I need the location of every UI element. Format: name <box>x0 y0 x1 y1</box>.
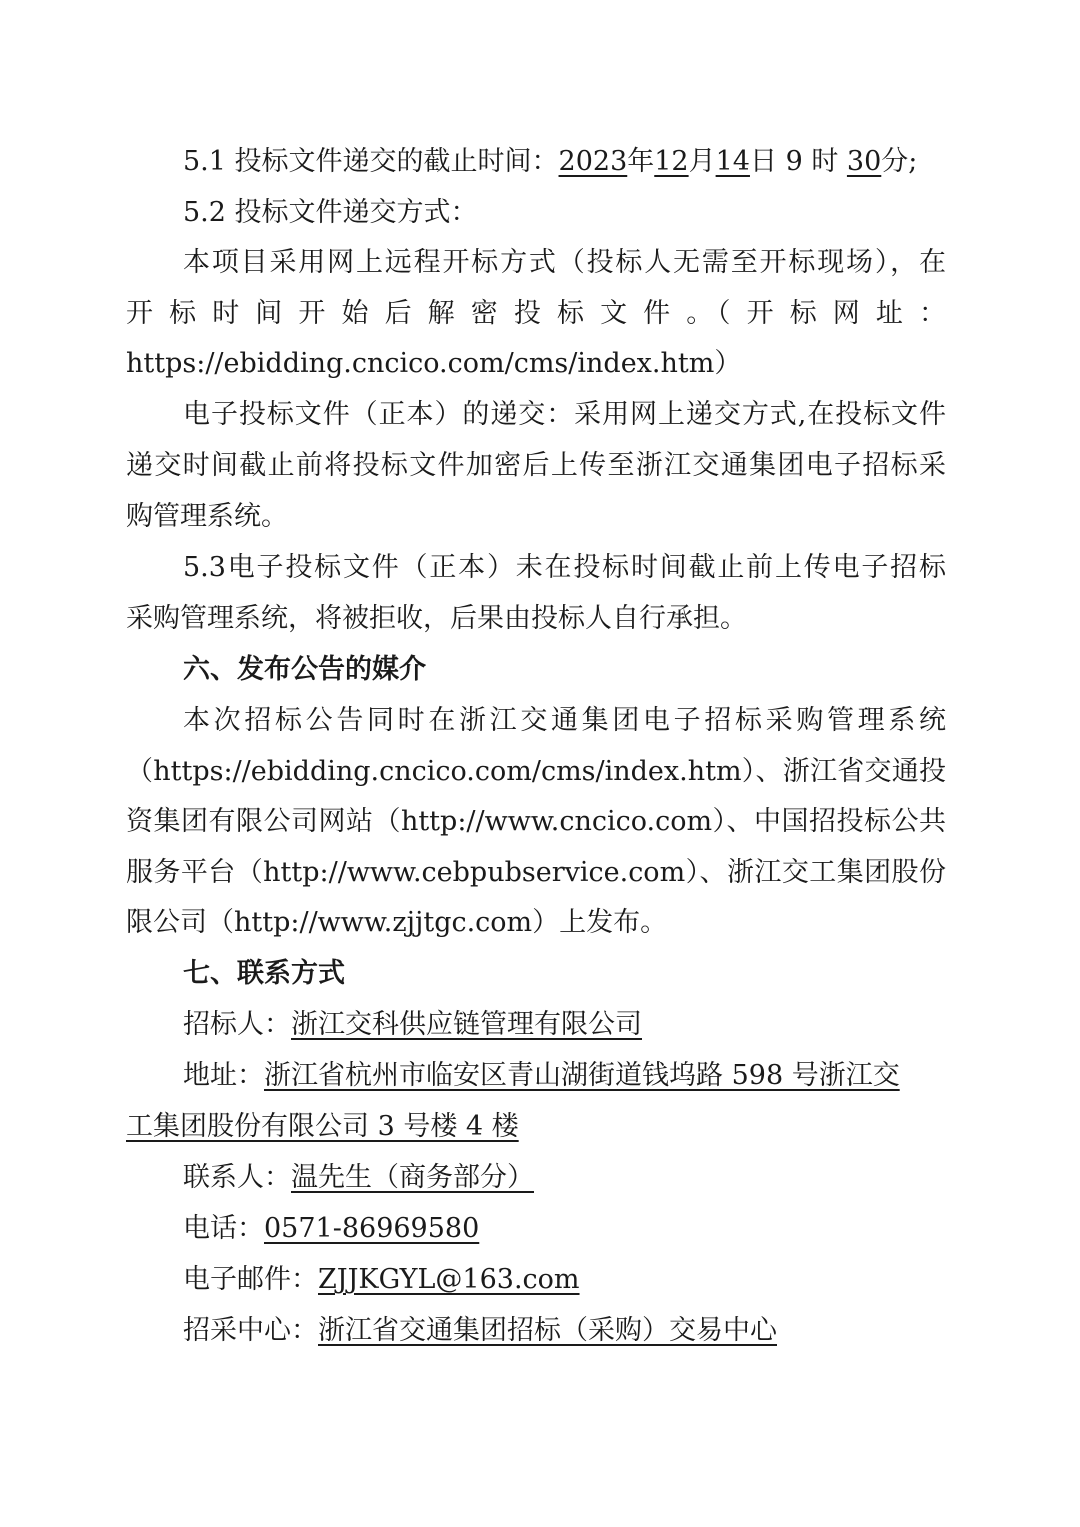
address-value: 浙江省杭州市临安区青山湖街道钱坞路 598 号浙江交 <box>264 1060 900 1091</box>
deadline-year-unit: 年 <box>627 146 655 177</box>
center-value: 浙江省交通集团招标（采购）交易中心 <box>318 1315 777 1346</box>
phone-line <box>183 1212 946 1246</box>
procurement-center-line <box>183 1314 946 1348</box>
paragraph-line: 资集团有限公司网站（http://www.cncico.com）、中国招投标公共 <box>126 806 946 837</box>
paragraph-line: 5.3电子投标文件（正本）未在投标时间截止前上传电子招标 <box>183 552 946 583</box>
deadline-hour: 9 时 <box>785 146 839 177</box>
paragraph-line: 购管理系统。 <box>126 501 288 532</box>
deadline-day-unit: 日 <box>749 146 777 177</box>
center-label: 招采中心： <box>183 1315 318 1346</box>
phone-value: 0571-86969580 <box>264 1213 480 1244</box>
deadline-minute-unit: 分; <box>881 146 918 177</box>
contact-person-line <box>183 1161 946 1195</box>
paragraph-line: 服务平台（http://www.cebpubservice.com）、浙江交工集团股份 <box>126 857 946 888</box>
paragraph-line: 限公司（http://www.zjjtgc.com）上发布。 <box>126 907 668 938</box>
contact-value: 温先生（商务部分） <box>291 1162 534 1193</box>
address-line <box>183 1059 946 1093</box>
deadline-line <box>183 145 946 179</box>
section-heading-contact: 七、联系方式 <box>183 958 345 989</box>
deadline-month: 12 <box>654 146 689 177</box>
phone-label: 电话： <box>183 1213 264 1244</box>
email-line <box>183 1263 946 1297</box>
section-heading-media: 六、发布公告的媒介 <box>183 654 426 685</box>
paragraph-line: 开 标 时 间 开 始 后 解 密 投 标 文 件 。（ 开 标 网 址 ： <box>126 298 946 329</box>
deadline-year: 2023 <box>558 146 628 177</box>
tenderer-line <box>183 1008 946 1042</box>
paragraph-line: （https://ebidding.cncico.com/cms/index.htm）、浙江省交通投 <box>126 756 946 787</box>
submission-method-title: 5.2 投标文件递交方式： <box>183 197 478 228</box>
deadline-label: 5.1 投标文件递交的截止时间： <box>183 146 559 177</box>
tenderer-value: 浙江交科供应链管理有限公司 <box>291 1009 642 1040</box>
address-value-continued: 工集团股份有限公司 3 号楼 4 楼 <box>126 1111 519 1142</box>
tenderer-label: 招标人： <box>183 1009 291 1040</box>
paragraph-line: https://ebidding.cncico.com/cms/index.htm） <box>126 348 742 379</box>
paragraph-line: 本次招标公告同时在浙江交通集团电子招标采购管理系统 <box>183 705 946 736</box>
paragraph-line: 电子投标文件（正本）的递交：采用网上递交方式,在投标文件 <box>183 399 946 430</box>
email-label: 电子邮件： <box>183 1264 318 1295</box>
contact-label: 联系人： <box>183 1162 291 1193</box>
address-line-2 <box>126 1110 946 1144</box>
address-label: 地址： <box>183 1060 264 1091</box>
paragraph-line: 采购管理系统，将被拒收，后果由投标人自行承担。 <box>126 603 747 634</box>
deadline-day: 14 <box>715 146 750 177</box>
deadline-minute: 30 <box>846 146 882 177</box>
paragraph-line: 本项目采用网上远程开标方式（投标人无需至开标现场），在 <box>183 247 946 278</box>
deadline-month-unit: 月 <box>688 146 716 177</box>
paragraph-line: 递交时间截止前将投标文件加密后上传至浙江交通集团电子招标采 <box>126 450 946 481</box>
email-value: ZJJKGYL@163.com <box>318 1264 580 1295</box>
